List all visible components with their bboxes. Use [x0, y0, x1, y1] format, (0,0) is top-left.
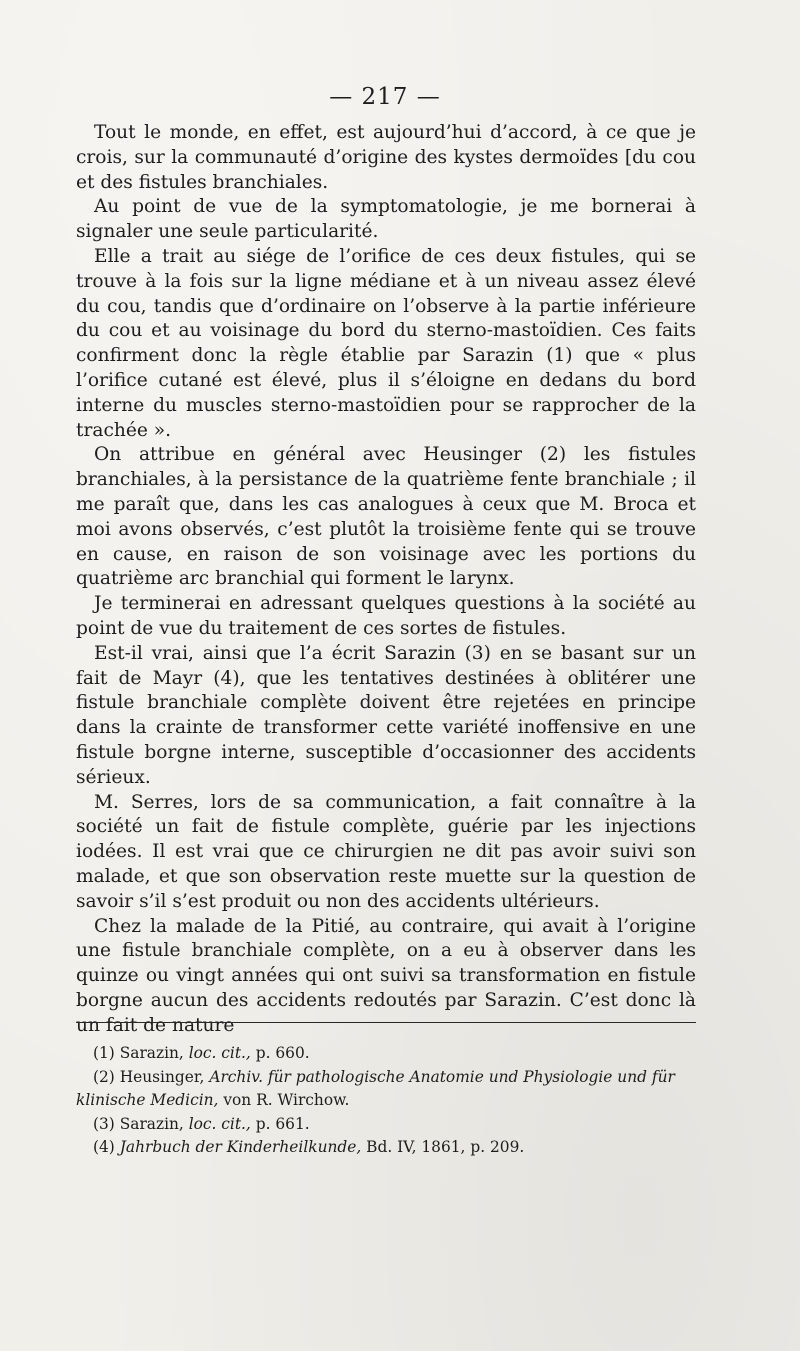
footnote-text: Bd. IV, 1861, p. 209. — [366, 1138, 525, 1156]
footnote-italic: Archiv. für pathologische Anatomie und Physiologie und für klinische Medicin, — [76, 1067, 675, 1109]
footnote-text: p. 660. — [255, 1044, 310, 1062]
footnote-text: Sarazin, — [119, 1044, 184, 1062]
footnote-mark: (2) — [93, 1067, 115, 1086]
footnote-italic: loc. cit., — [188, 1114, 251, 1133]
footnote-4 — [76, 1136, 696, 1160]
paragraph-6: Est-il vrai, ainsi que l’a écrit Sarazin (3) en se basant sur un fait de Mayr (4), que les tentatives destinées à oblitérer une fistule branchiale complète doivent être rejetées en principe dans la crainte de transformer cette variété inoffensive en une fistule borgne interne, susceptible d’occasionner des accidents sérieux. — [76, 642, 696, 788]
footnote-text: Sarazin, — [119, 1114, 184, 1133]
footnote-text: Heusinger, — [119, 1067, 205, 1086]
footnote-divider — [76, 1022, 696, 1023]
footnote-3 — [76, 1113, 696, 1137]
footnote-mark: (1) — [93, 1044, 115, 1062]
paragraph-8: Chez la malade de la Pitié, au contraire, qui avait à l’origine une fistule branchiale complète, on a eu à observer dans les quinze ou vingt années qui ont suivi sa transformation en fistule borgne aucun des accidents redoutés par Sarazin. C’est donc là un fait de nature — [76, 915, 696, 1036]
footnote-italic: Jahrbuch der Kinderheilkunde, — [119, 1138, 362, 1156]
paragraph-5: Je terminerai en adressant quelques questions à la société au point de vue du traitement de ces sortes de fistules. — [76, 593, 696, 639]
footnote-italic: loc. cit., — [188, 1044, 251, 1062]
body-text — [76, 121, 696, 1038]
paragraph-4: On attribue en général avec Heusinger (2) les fistules branchiales, à la persistance de la quatrième fente branchiale ; il me paraît que, dans les cas analogues à ceux que M. Broca et moi avons observés, c’est plutôt la troisième fente qui se trouve en cause, en raison de son voisinage avec les portions du quatrième arc branchial qui forment le larynx. — [76, 444, 696, 590]
paragraph-7: M. Serres, lors de sa communication, a fait connaître à la société un fait de fistule complète, guérie par les injections iodées. Il est vrai que ce chirurgien ne dit pas avoir suivi son malade, et que son observation reste muette sur la question de savoir s’il s’est produit ou non des accidents ultérieurs. — [76, 791, 696, 912]
footnote-mark: (4) — [93, 1138, 115, 1156]
paragraph-2: Au point de vue de la symptomatologie, je me bornerai à signaler une seule particularité. — [76, 196, 696, 243]
page-number: — 217 — — [329, 84, 441, 110]
footnote-text: p. 661. — [255, 1114, 310, 1133]
footnote-mark: (3) — [93, 1114, 115, 1133]
paragraph-1: Tout le monde, en effet, est aujourd’hui d’accord, à ce que je crois, sur la communauté d’origine des kystes dermoïdes [du cou et des fistules branchiales. — [76, 122, 696, 193]
footnote-1 — [76, 1042, 696, 1066]
footnote-2 — [76, 1066, 696, 1113]
footnote-text: von R. Wirchow. — [223, 1091, 350, 1109]
paragraph-3: Elle a trait au siége de l’orifice de ces deux fistules, qui se trouve à la fois sur la ligne médiane et à un niveau assez élevé du cou, tandis que d’ordinaire on l’observe à la partie inférieure du cou et au voisinage du bord du sterno-mastoïdien. Ces faits confirment donc la règle établie par Sarazin (1) que « plus l’orifice cutané est élevé, plus il s’éloigne en dedans du bord interne du muscles sterno-mastoïdien pour se rapprocher de la trachée ». — [76, 245, 696, 441]
footnotes — [76, 1042, 696, 1160]
